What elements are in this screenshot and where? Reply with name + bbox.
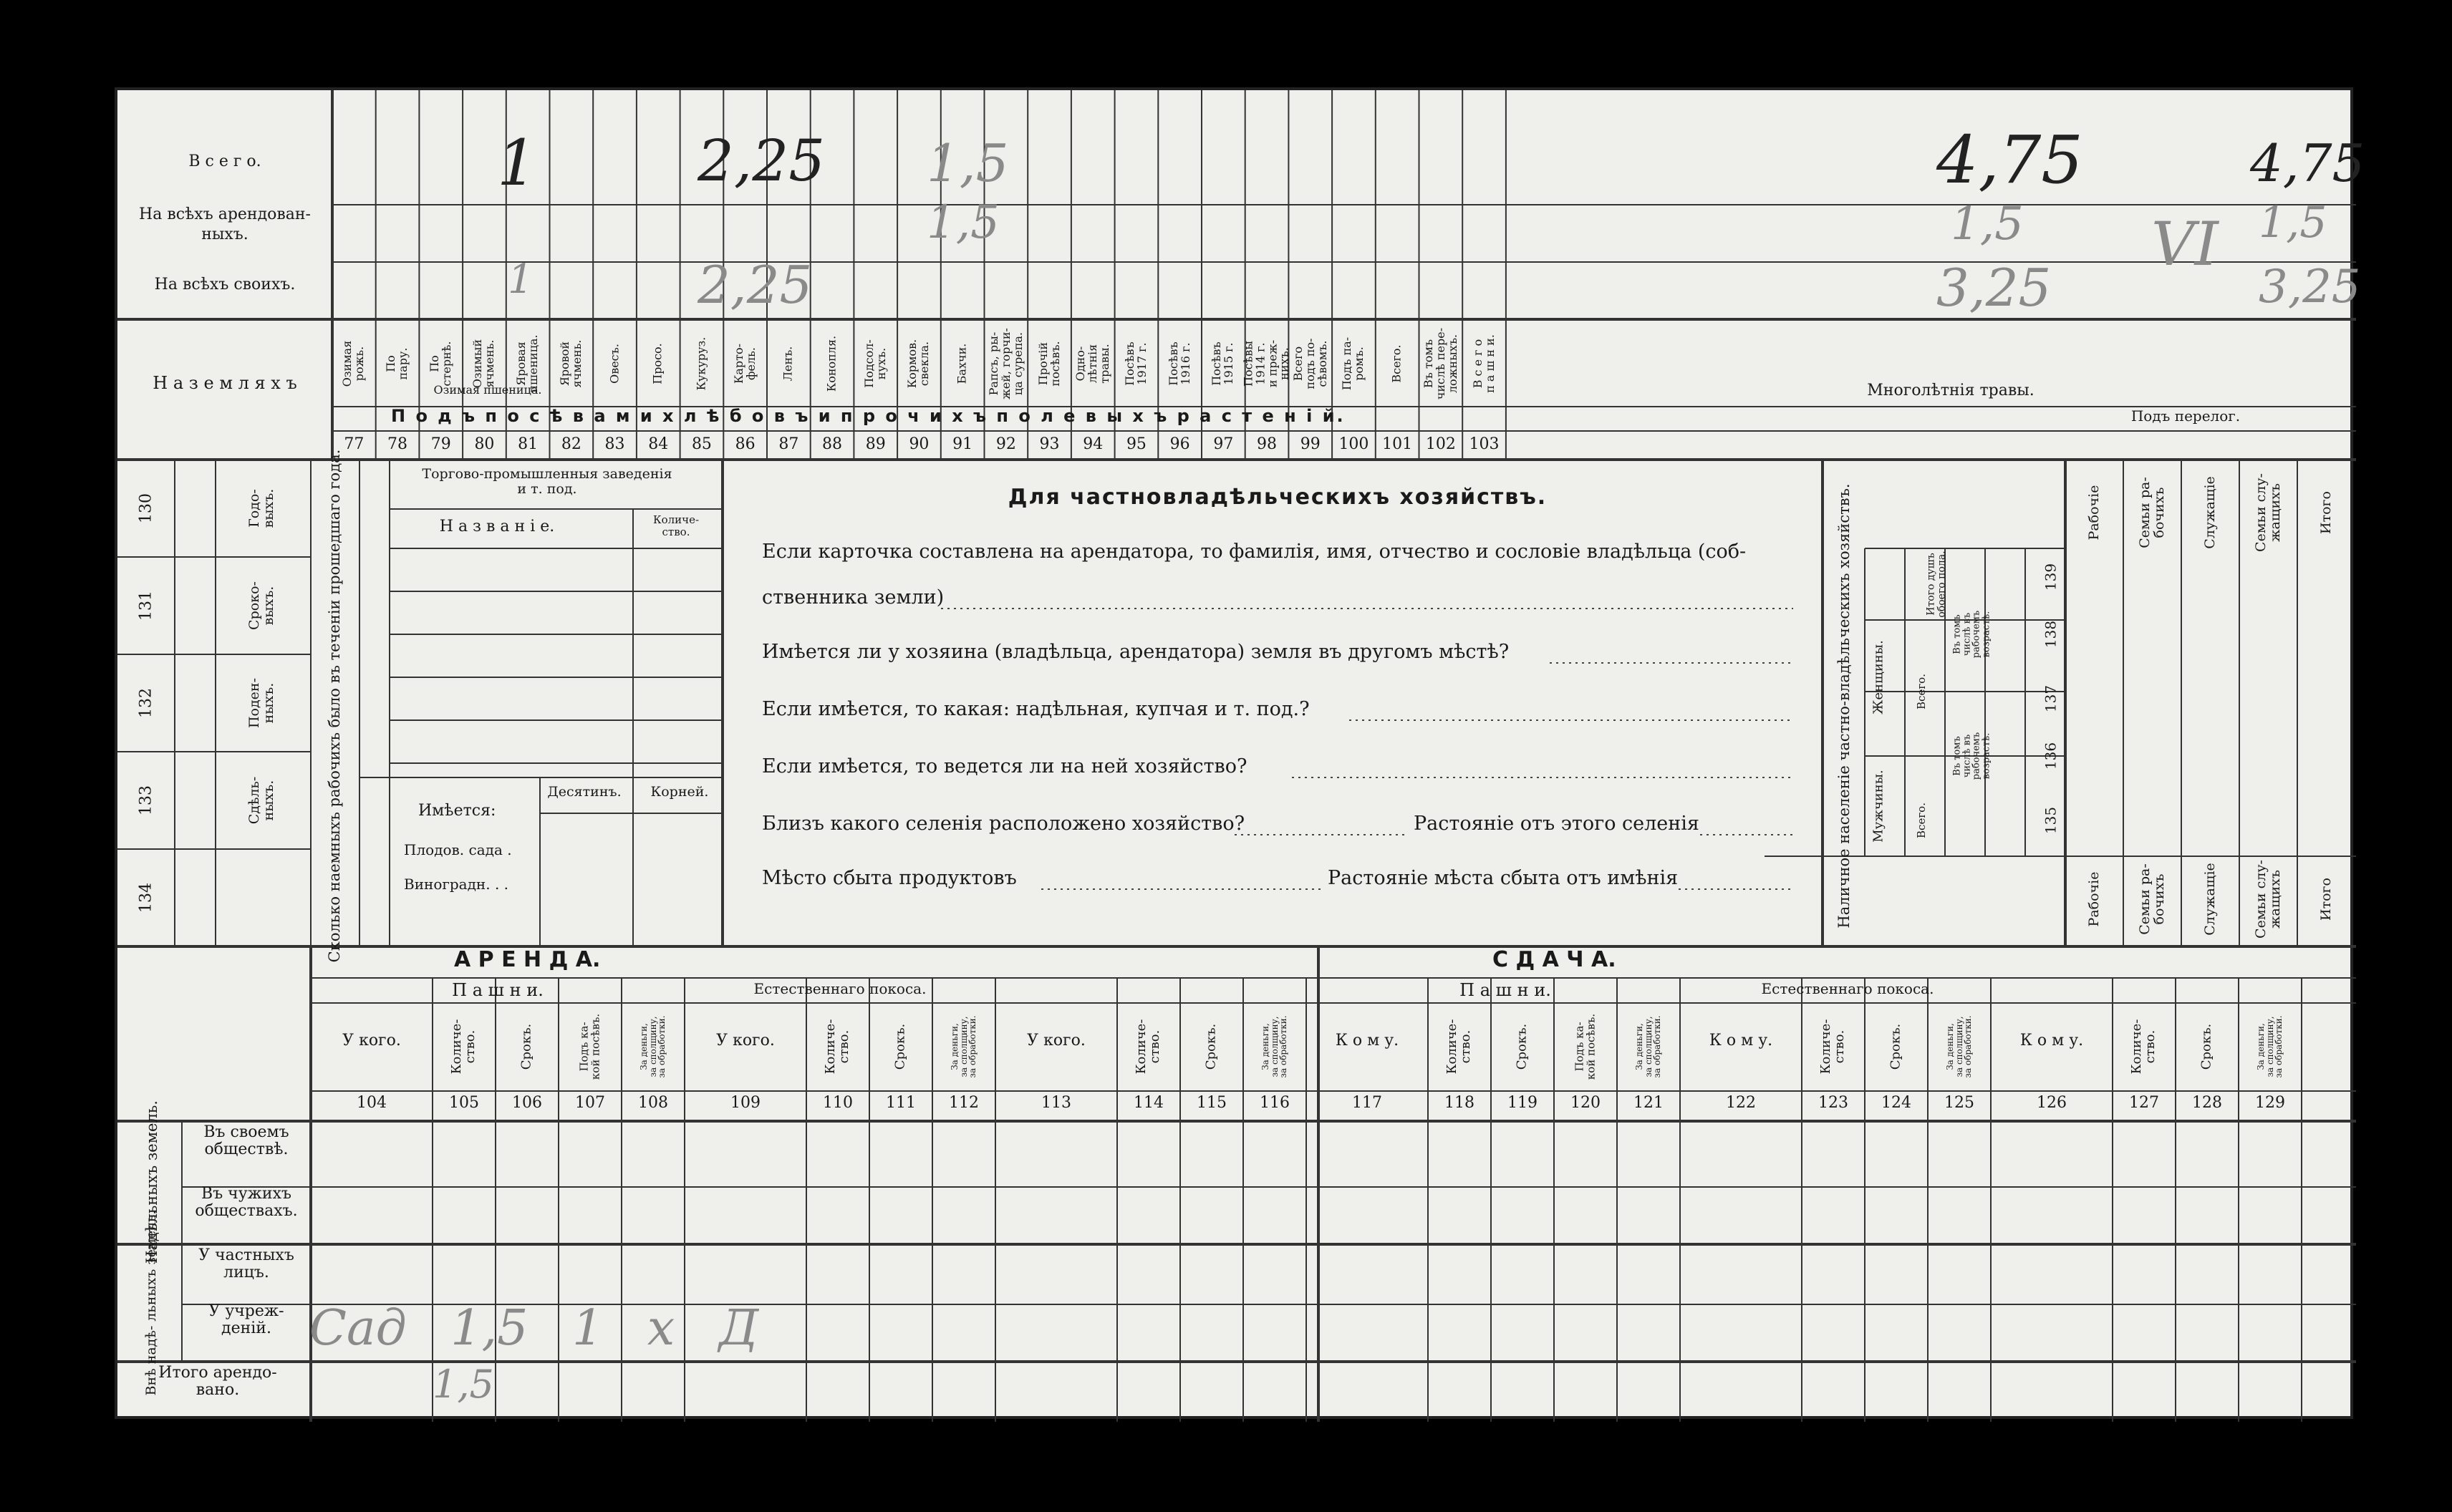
nadel-vertical: Надѣльныхъ земель. (143, 1100, 160, 1264)
lease-header-128: Срокъ. (2198, 1023, 2214, 1070)
hw-vsego-15: 1,5 (927, 133, 1009, 193)
crop-header-94: Одно- лѣтнія травы. (1073, 344, 1111, 384)
crop-header-95: Посѣвъ 1917 г. (1123, 341, 1149, 386)
lease-header-111: Срокъ. (892, 1023, 908, 1070)
crop-header-97: Посѣвъ 1915 г. (1210, 341, 1236, 386)
pop-right-header-bot-1: Семьи ра- бочихъ (2136, 863, 2167, 935)
crop-number-90: 90 (909, 435, 930, 453)
sdacha-pokos: Естественнаго покоса. (1761, 980, 1934, 997)
crop-header-84: Просо. (650, 343, 665, 384)
lease-header-115: Срокъ. (1203, 1023, 1219, 1070)
crop-header-89: Подсол- нухъ. (861, 339, 888, 388)
pop-v-tom-m: Въ томъ числѣ въ рабочемъ возрастѣ. (1951, 732, 1992, 780)
row-chast: У частныхъ лицъ. (198, 1246, 294, 1282)
pod-perelog: Подъ перелог. (2130, 407, 2241, 425)
hired-label-131: Сроко- выхъ. (246, 581, 276, 630)
mnogoletnie-travy: Многолѣтнія травы. (1867, 382, 2035, 399)
lease-number-104: 104 (357, 1094, 387, 1112)
pop-col-139: 139 (2042, 563, 2060, 591)
pop-zhenshchiny: Женщины. (1871, 640, 1886, 714)
crop-number-79: 79 (430, 435, 451, 453)
crop-header-85: Кукуруз. (694, 336, 708, 391)
crop-number-83: 83 (604, 435, 625, 453)
crop-number-84: 84 (648, 435, 669, 453)
crop-number-95: 95 (1126, 435, 1147, 453)
crop-number-80: 80 (474, 435, 495, 453)
lease-number-107: 107 (575, 1094, 605, 1112)
hired-number-133: 133 (137, 785, 155, 815)
vinograd-label: Виноградн. . . (404, 876, 509, 893)
crop-header-103: В с е г о п а ш н и. (1470, 334, 1497, 393)
pop-right-header-top-2: Служащіе (2201, 476, 2218, 549)
row-itogo: Итого арендо- вано. (158, 1364, 277, 1400)
hw-right-vi: VI (2151, 209, 2219, 279)
lease-header-127: Количе- ство. (2129, 1019, 2158, 1075)
lease-number-125: 125 (1944, 1094, 1974, 1112)
crop-number-92: 92 (995, 435, 1016, 453)
lease-header-110: Количе- ство. (823, 1019, 851, 1075)
lease-number-129: 129 (2255, 1094, 2285, 1112)
hw-vsego-1: 1 (497, 126, 537, 200)
lease-number-116: 116 (1260, 1094, 1290, 1112)
lease-number-124: 124 (1881, 1094, 1911, 1112)
hw-lease-row: Сад 1,5 1 х Д (309, 1300, 759, 1357)
hired-number-130: 130 (137, 493, 155, 523)
crop-header-77: Озимая рожь. (340, 340, 367, 387)
hw-total-475: 4,75 (1936, 122, 2083, 198)
lease-header-105: Количе- ство. (449, 1019, 478, 1075)
lease-number-105: 105 (449, 1094, 479, 1112)
crop-number-102: 102 (1425, 435, 1456, 453)
pop-muzhchiny: Мужчины. (1871, 770, 1886, 843)
hw-arend-15b: 1,5 (1951, 198, 2024, 251)
lease-header-108: За деньги, за сполщину, за обработки. (639, 1015, 667, 1078)
trade-title: Торгово-промышленныя заведенія и т. под. (422, 466, 672, 497)
pop-vsego-z: Всего. (1915, 674, 1929, 709)
pop-right-header-bot-4: Итого (2317, 878, 2334, 921)
crop-number-97: 97 (1213, 435, 1234, 453)
lease-number-122: 122 (1726, 1094, 1756, 1112)
crop-header-99: Всего подъ по- сѣвомъ. (1290, 338, 1329, 389)
lease-header-123: Количе- ство. (1818, 1019, 1847, 1075)
crop-header-102: Въ томъ числѣ пере- ложныхъ. (1421, 327, 1459, 400)
sdacha-banner: С Д А Ч А. (1492, 947, 1616, 972)
lease-number-118: 118 (1444, 1094, 1474, 1112)
crop-number-77: 77 (344, 435, 365, 453)
crop-header-92: Рапсъ, ры- жей, горчи- ца сурепа. (986, 328, 1025, 399)
crop-number-88: 88 (822, 435, 843, 453)
crop-header-98: Посѣвы 1914 г. и преж- нихъ. (1241, 339, 1291, 388)
korney-header: Корней. (650, 784, 709, 800)
lease-header-119: Срокъ. (1514, 1023, 1530, 1070)
q6-b: Растояніе мѣста сбыта отъ имѣнія (1328, 867, 1679, 889)
hw-right-15: 1,5 (2259, 198, 2327, 248)
crop-header-88: Конопля. (824, 335, 839, 392)
crop-header-101: Всего. (1389, 344, 1404, 383)
lease-header-109: У кого. (716, 1032, 775, 1050)
crop-header-87: Ленъ. (781, 346, 795, 382)
q5-a: Близъ какого селенія расположено хозяйство? (762, 813, 1245, 835)
pop-right-header-top-0: Рабочіе (2085, 485, 2102, 541)
crop-number-98: 98 (1257, 435, 1278, 453)
population-vertical: Наличное населеніе частно-владѣльческихъ хозяйствъ. (1835, 483, 1853, 929)
lease-header-104: У кого. (342, 1032, 401, 1050)
row-label-arend-1: На всѣхъ арендован- (139, 205, 311, 223)
crop-number-100: 100 (1338, 435, 1369, 453)
row-chuzh: Въ чужихъ обществахъ. (195, 1185, 298, 1221)
crop-header-100: Подъ па- ромъ. (1340, 336, 1366, 391)
lease-header-117: К о м у. (1335, 1032, 1399, 1050)
crop-number-91: 91 (952, 435, 973, 453)
pod-posevami-banner: П о д ъ п о с ѣ в а м и х л ѣ б о в ъ и п р о ч и х ъ п о л е в ы х ъ р а с т е н і й. (391, 406, 1346, 426)
crop-number-81: 81 (518, 435, 539, 453)
trade-name-header: Н а з в а н і е. (439, 518, 555, 536)
lease-number-123: 123 (1818, 1094, 1848, 1112)
lease-number-109: 109 (730, 1094, 761, 1112)
crop-number-94: 94 (1083, 435, 1104, 453)
lease-header-116: За деньги, за сполщину, за обработки. (1260, 1015, 1289, 1078)
crop-header-81: Яровая пшеница. (514, 334, 541, 393)
private-title: Для частновладѣльческихъ хозяйствъ. (1008, 485, 1548, 510)
crop-header-91: Бахчи. (955, 343, 969, 384)
pop-right-header-bot-2: Служащіе (2201, 863, 2218, 936)
lease-header-107: Подъ ка- кой посѣвъ. (577, 1013, 602, 1080)
row-label-own: На всѣхъ своихъ. (154, 276, 296, 294)
lease-number-110: 110 (823, 1094, 853, 1112)
q6-a: Мѣсто сбыта продуктовъ (762, 867, 1017, 889)
crop-number-93: 93 (1039, 435, 1060, 453)
q5-b: Растояніе отъ этого селенія (1414, 813, 1699, 835)
arenda-pokos: Естественнаго покоса. (753, 980, 927, 997)
hw-own-325: 3,25 (1936, 258, 2052, 318)
q4: Если имѣется, то ведется ли на ней хозяйство? (762, 755, 1247, 777)
hw-vsego-225: 2,25 (698, 127, 826, 194)
lease-header-112: За деньги, за сполщину, за обработки. (950, 1015, 978, 1078)
crop-number-99: 99 (1300, 435, 1321, 453)
crop-number-87: 87 (778, 435, 799, 453)
row-label-arend-2: ныхъ. (201, 226, 248, 243)
pop-col-135: 135 (2042, 806, 2060, 835)
hw-own-225: 2,25 (698, 255, 813, 315)
hired-workers-vertical: Сколько наемныхъ рабочихъ было въ теченіи прошедшаго года. (326, 449, 344, 963)
pop-col-137: 137 (2042, 684, 2060, 713)
lease-header-124: Срокъ. (1888, 1023, 1903, 1070)
hired-label-133: Сдѣль- ныхъ. (246, 776, 276, 825)
crop-header-93: Прочій посѣвъ. (1036, 341, 1062, 387)
lease-header-122: К о м у. (1709, 1032, 1773, 1050)
vne-nadel-vertical: Внѣ надѣ- льныхъ земель. (143, 1210, 160, 1396)
lease-number-128: 128 (2192, 1094, 2222, 1112)
lease-header-114: Количе- ство. (1134, 1019, 1162, 1075)
hw-arend-15: 1,5 (927, 196, 1000, 249)
pop-itogo-dush: Итого душъ обоего пола. (1925, 551, 1947, 618)
ozimaya-pshenitsa: Озимая пшеница. (433, 383, 542, 397)
lease-number-106: 106 (512, 1094, 542, 1112)
hw-right-475: 4,75 (2250, 133, 2365, 193)
sdacha-pashni: П а ш н и. (1459, 980, 1551, 1000)
lease-header-121: За деньги, за сполщину, за обработки. (1634, 1015, 1663, 1078)
q1-line-a: Если карточка составлена на арендатора, то фамилія, имя, отчество и сословіе владѣльца (соб- (762, 541, 1747, 563)
lease-number-121: 121 (1633, 1094, 1664, 1112)
hw-right-325: 3,25 (2259, 261, 2361, 314)
row-label-na-zemlyakh: Н а з е м л я х ъ (153, 373, 297, 393)
lease-header-120: Подъ ка- кой посѣвъ. (1573, 1013, 1597, 1080)
pop-right-header-top-1: Семьи ра- бочихъ (2136, 477, 2167, 548)
row-uchr: У учреж- деній. (208, 1302, 284, 1338)
lease-number-126: 126 (2037, 1094, 2067, 1112)
crop-number-96: 96 (1169, 435, 1190, 453)
crop-header-80: Озимый ячмень. (470, 339, 497, 389)
desyatin-header: Десятинъ. (547, 784, 622, 800)
lease-number-119: 119 (1507, 1094, 1538, 1112)
hired-label-132: Поден- ныхъ. (246, 677, 276, 729)
trade-qty-header: Количе- ство. (652, 513, 700, 538)
crop-number-103: 103 (1469, 435, 1500, 453)
q2: Имѣется ли у хозяина (владѣльца, арендатора) земля въ другомъ мѣстѣ? (762, 641, 1510, 663)
crop-header-82: Яровой ячмень. (558, 339, 584, 388)
pop-right-header-top-3: Семьи слу- жащихъ (2252, 473, 2283, 552)
census-card (115, 87, 2365, 1419)
pop-v-tom-z: Въ томъ числѣ въ рабочемъ возрастѣ. (1951, 610, 1992, 659)
crop-number-101: 101 (1382, 435, 1413, 453)
lease-header-113: У кого. (1027, 1032, 1086, 1050)
lease-number-111: 111 (886, 1094, 916, 1112)
hired-number-131: 131 (137, 591, 155, 621)
hired-number-134: 134 (137, 883, 155, 913)
pop-right-header-bot-0: Рабочіе (2085, 871, 2102, 927)
hw-lease-row2: 1,5 (433, 1362, 494, 1407)
pop-col-138: 138 (2042, 620, 2060, 649)
row-label-vsego: В с е г о. (188, 152, 261, 170)
lease-number-115: 115 (1197, 1094, 1227, 1112)
crop-number-78: 78 (387, 435, 408, 453)
crop-header-86: Карто- фель. (731, 343, 758, 384)
crop-header-90: Кормов. свекла. (905, 339, 932, 389)
lease-header-106: Срокъ. (518, 1023, 534, 1070)
lease-header-125: За деньги, за сполщину, за обработки. (1945, 1015, 1974, 1078)
lease-number-113: 113 (1041, 1094, 1071, 1112)
lease-number-117: 117 (1352, 1094, 1382, 1112)
plodov-sad-label: Плодов. сада . (404, 841, 512, 858)
pop-col-136: 136 (2042, 742, 2060, 770)
crop-header-79: По стернѣ. (427, 341, 453, 387)
row-svoem: Въ своемъ обществѣ. (203, 1123, 289, 1159)
q1-line-b: ственника земли) (762, 586, 945, 609)
hired-label-130: Годо- выхъ. (246, 488, 276, 528)
pop-vsego-m: Всего. (1915, 803, 1929, 838)
crop-number-85: 85 (691, 435, 712, 453)
crop-number-82: 82 (561, 435, 581, 453)
pop-right-header-bot-3: Семьи слу- жащихъ (2252, 860, 2283, 939)
lease-number-112: 112 (949, 1094, 979, 1112)
imeetsya-label: Имѣется: (418, 802, 496, 820)
crop-header-96: Посѣвъ 1916 г. (1166, 341, 1192, 386)
q3: Если имѣется, то какая: надѣльная, купчая и т. под.? (762, 698, 1310, 720)
lease-number-127: 127 (2129, 1094, 2159, 1112)
lease-header-118: Количе- ство. (1444, 1019, 1473, 1075)
crop-header-78: По пару. (384, 347, 410, 380)
lease-header-129: За деньги, за сполщину, за обработки. (2256, 1015, 2284, 1078)
hired-number-132: 132 (137, 688, 155, 718)
crop-number-89: 89 (865, 435, 886, 453)
lease-number-114: 114 (1134, 1094, 1164, 1112)
lease-number-108: 108 (638, 1094, 668, 1112)
arenda-banner: А Р Е Н Д А. (454, 947, 601, 972)
crop-header-83: Овесъ. (607, 344, 622, 384)
arenda-pashni: П а ш н и. (452, 980, 544, 1000)
lease-number-120: 120 (1570, 1094, 1601, 1112)
lease-header-126: К о м у. (2019, 1032, 2084, 1050)
crop-number-86: 86 (735, 435, 756, 453)
pop-right-header-top-4: Итого (2317, 491, 2334, 534)
hw-own-1: 1 (508, 256, 534, 303)
